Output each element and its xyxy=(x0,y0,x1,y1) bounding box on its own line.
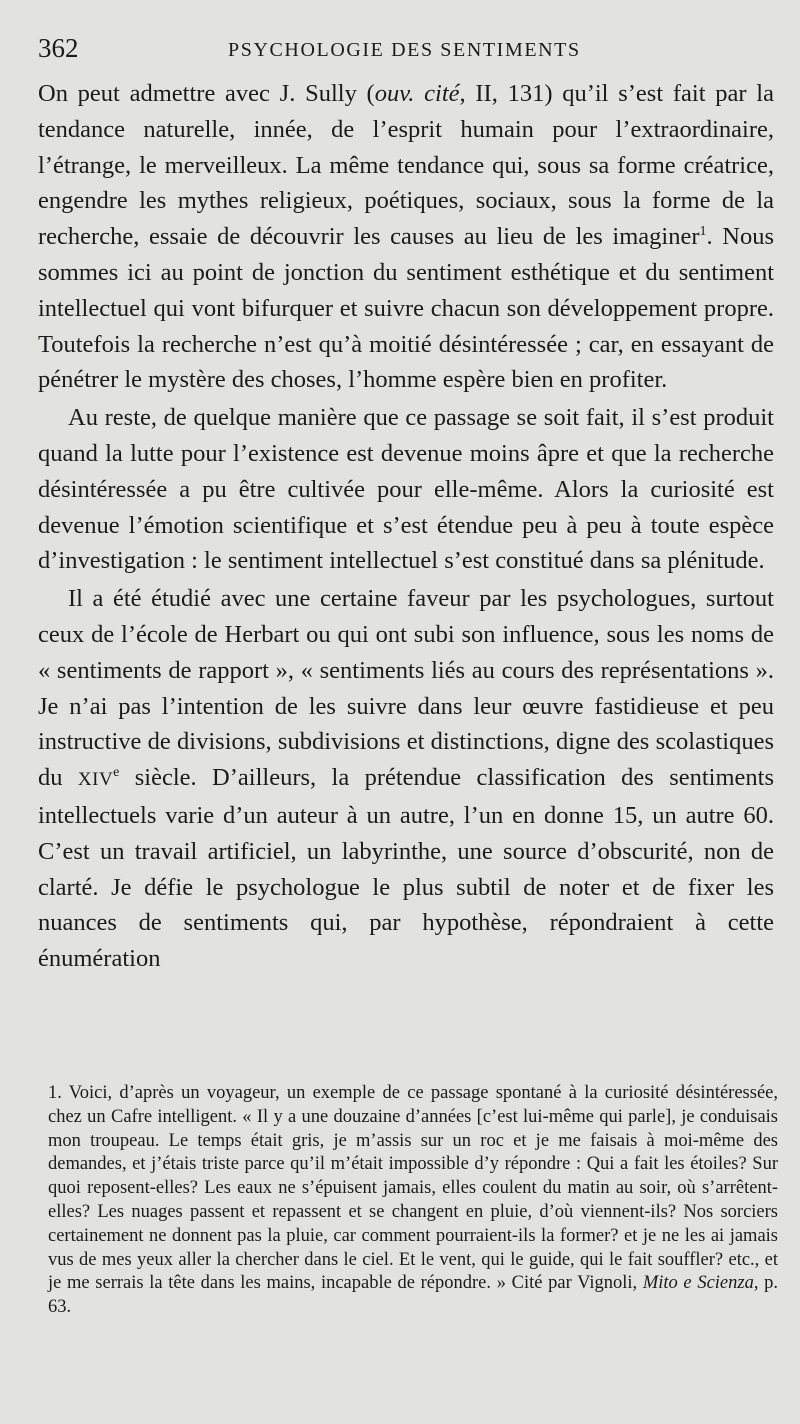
body-text xyxy=(38,76,774,977)
page-header xyxy=(38,30,778,66)
footnote-marker: 1 xyxy=(699,224,707,240)
paragraph-1-end: . Nous sommes ici au point de jonction du sentiment esthétique et du sentiment intellectuel qui vont bifurquer et suivre chacun son développement propre. Toutefois la recherche n’est qu’à moitié désintéressée ; car, en essayant de pénétrer le mystère des choses, l’homme espère bien en profiter. xyxy=(38,223,774,394)
paragraph-1 xyxy=(38,76,774,398)
footnote xyxy=(48,1082,778,1320)
footnote-1-text: 1. Voici, d’après un voyageur, un exemple de ce passage spontané à la curiosité désintéressée, chez un Cafre intelligent. « Il y a une douzaine d’années [c’est lui-même qui parle], je conduisais mon troupeau. Le temps était gris, je m’assis sur un roc et je me faisais à moi-même des demandes, et j’étais triste parce qu’il m’était impossible d’y répondre : Qui a fait les étoiles? Sur quoi reposent-elles? Les eaux ne s’épuisent jamais, elles coulent du matin au soir, où s’arrêtent-elles? Les nuages passent et repassent et se changent en pluie, d’où viennent-ils? Nos sorciers certainement ne donnent pas la pluie, car comment pourraient-ils la former? et je ne les ai jamais vus de mes yeux aller la chercher dans le ciel. Et le vent, qui le guide, qui le fait souffler? etc., et je me serrais la tête dans les mains, incapable de répondre. » Cité par Vignoli, xyxy=(48,1083,778,1294)
century-numeral: XIV xyxy=(77,769,114,791)
footnote-work-title: Mito e Scienza xyxy=(642,1273,754,1294)
footnote-1 xyxy=(48,1082,778,1320)
paragraph-3 xyxy=(38,581,774,977)
paragraph-1-mid: , II, 131) qu’il s’est fait par la tendance naturelle, innée, de l’esprit humain pour l’extraordinaire, l’étrange, le merveilleux. La même tendance qui, sous sa forme créatrice, engendre les mythes religieux, poétiques, sociaux, sous la forme de la recherche, essaie de découvrir les causes au lieu de les imaginer xyxy=(38,80,774,251)
paragraph-1-start: On peut admettre avec J. Sully ( xyxy=(38,80,375,107)
paragraph-3-start: Il a été étudié avec une certaine faveur par les psychologues, surtout ceux de l’école de Herbart ou qui ont subi son influence, sous les noms de « sentiments de rapport », « sentiments liés au cours des représentations ». Je n’ai pas l’intention de les suivre dans leur œuvre fastidieuse et peu instructive de divisions, subdivisions et distinctions, digne des scolastiques du xyxy=(38,585,774,792)
page-number: 362 xyxy=(38,33,79,63)
citation-ouv-cite: ouv. cité xyxy=(374,80,460,107)
footnote-1-end: , p. 63. xyxy=(48,1273,779,1318)
century-superscript: e xyxy=(113,764,120,780)
paragraph-3-end: siècle. D’ailleurs, la prétendue classification des sentiments intellectuels varie d’un auteur à un autre, l’un en donne 15, un autre 60. C’est un travail artificiel, un labyrinthe, une source d’obscurité, non de clarté. Je défie le psychologue le plus subtil de noter et de fixer les nuances de sentiments qui, par hypothèse, répondraient à cette énumération xyxy=(38,764,775,973)
paragraph-2: Au reste, de quelque manière que ce passage se soit fait, il s’est produit quand la lutte pour l’existence est devenue moins âpre et que la recherche désintéressée a pu être cultivée pour elle-même. Alors la curiosité est devenue l’émotion scientifique et s’est étendue peu à peu à toute espèce d’investigation : le sentiment intellectuel s’est constitué dans sa plénitude. xyxy=(38,404,774,575)
running-head: PSYCHOLOGIE DES SENTIMENTS xyxy=(228,39,581,61)
